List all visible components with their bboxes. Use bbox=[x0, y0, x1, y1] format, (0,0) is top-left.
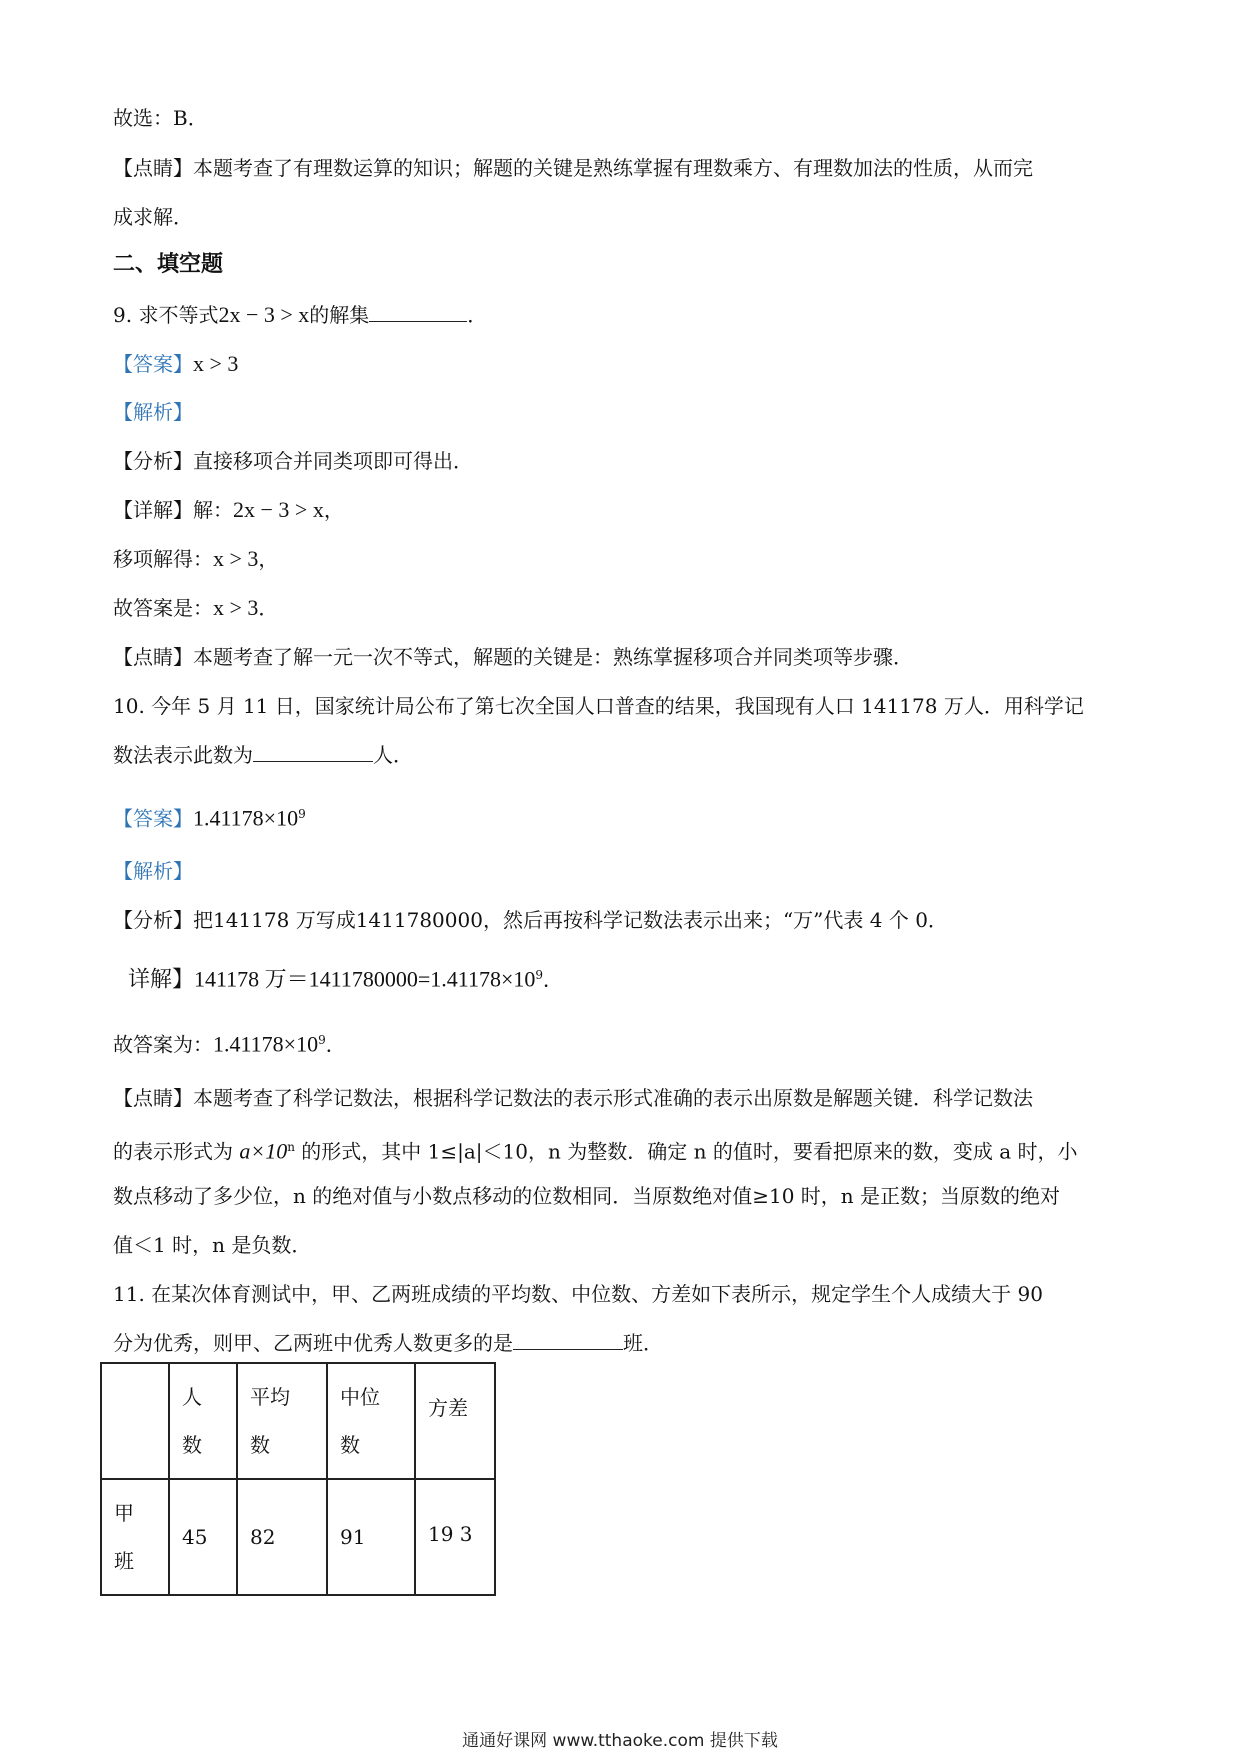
table-header-cell: 人 数 bbox=[169, 1363, 237, 1479]
q10-dianjing-1: 【点睛】本题考查了科学记数法，根据科学记数法的表示形式准确的表示出原数是解题关键．科学记数法 bbox=[113, 1086, 1033, 1110]
analysis-tag: 【解析】 bbox=[113, 400, 193, 424]
table-cell: 91 bbox=[327, 1479, 415, 1595]
analysis-tag: 【解析】 bbox=[113, 859, 193, 883]
q9-answer-expr: x > 3 bbox=[193, 351, 239, 376]
q9-expression: 2x − 3 > x bbox=[218, 302, 310, 327]
q10-dianjing-4: 值＜1 时，n 是负数． bbox=[113, 1233, 312, 1257]
table-cell: 19 3 bbox=[415, 1479, 495, 1595]
q9-yixiang: 移项解得：x > 3， bbox=[113, 546, 279, 571]
answer-blank bbox=[369, 301, 467, 322]
table-header-cell: 方差 bbox=[415, 1363, 495, 1479]
table-corner-cell bbox=[101, 1363, 169, 1479]
q9-conclusion: 故答案是：x > 3． bbox=[113, 595, 279, 620]
table-header-cell: 中位 数 bbox=[327, 1363, 415, 1479]
table-header-cell: 平均 数 bbox=[237, 1363, 327, 1479]
q9-dianjing: 【点睛】本题考查了解一元一次不等式，解题的关键是：熟练掌握移项合并同类项等步骤． bbox=[113, 645, 913, 669]
text-line: 成求解． bbox=[113, 205, 193, 229]
table-row bbox=[101, 1479, 495, 1595]
table-header-row bbox=[101, 1363, 495, 1479]
q10-dianjing-2: 的表示形式为 $a\times 10^n$ 的形式，其中 1≤|a|＜10，n 为整数．确定 n 的值时，要看把原来的数，变成 a 时，小 bbox=[113, 1138, 1078, 1164]
answer-tag: 【答案】 bbox=[113, 352, 193, 376]
page-footer: 通通好课网 www.tthaoke.com 提供下载 bbox=[462, 1731, 778, 1751]
q10-answer: 【答案】$1.41178\times 10^9$ bbox=[113, 805, 306, 831]
q9-answer bbox=[113, 350, 238, 378]
table-cell: 82 bbox=[237, 1479, 327, 1595]
question-10-line2: 数法表示此数为 人． bbox=[113, 743, 413, 767]
table-row-label: 甲 班 bbox=[101, 1479, 169, 1595]
text-line: 【点睛】本题考查了有理数运算的知识；解题的关键是熟练掌握有理数乘方、有理数加法的性质，从而完 bbox=[113, 156, 1033, 180]
question-9: 9. 求不等式2x − 3 > x的解集 ． bbox=[113, 302, 488, 327]
q9-xiangjie: 【详解】解：2x − 3 > x， bbox=[113, 497, 344, 522]
text-line: 故选：B． bbox=[113, 106, 208, 130]
q10-xiangjie: 详解】141178 万$=1411780000=1.41178\times 10^9$． bbox=[128, 966, 564, 992]
question-11: 11. 在某次体育测试中，甲、乙两班成绩的平均数、中位数、方差如下表所示，规定学生个人成绩大于 90 bbox=[113, 1282, 1043, 1306]
answer-tag: 【答案】 bbox=[113, 806, 193, 831]
table-cell: 45 bbox=[169, 1479, 237, 1595]
answer-blank bbox=[513, 1329, 623, 1350]
q10-conclusion: 故答案为：$1.41178\times 10^9$． bbox=[113, 1031, 346, 1057]
q10-dianjing-3: 数点移动了多少位，n 的绝对值与小数点移动的位数相同．当原数绝对值≥10 时，n 是正数；当原数的绝对 bbox=[113, 1184, 1061, 1208]
answer-blank bbox=[253, 741, 373, 762]
question-11-line2: 分为优秀，则甲、乙两班中优秀人数更多的是 班． bbox=[113, 1331, 663, 1355]
question-10: 10. 今年 5 月 11 日，国家统计局公布了第七次全国人口普查的结果，我国现有人口 141178 万人．用科学记 bbox=[113, 694, 1084, 718]
section-heading: 二、填空题 bbox=[113, 252, 224, 277]
score-table bbox=[100, 1362, 496, 1596]
q9-fenxi: 【分析】直接移项合并同类项即可得出． bbox=[113, 449, 473, 473]
q10-fenxi: 【分析】把141178 万写成1411780000，然后再按科学记数法表示出来；“万”代表 4 个 0． bbox=[113, 908, 948, 932]
